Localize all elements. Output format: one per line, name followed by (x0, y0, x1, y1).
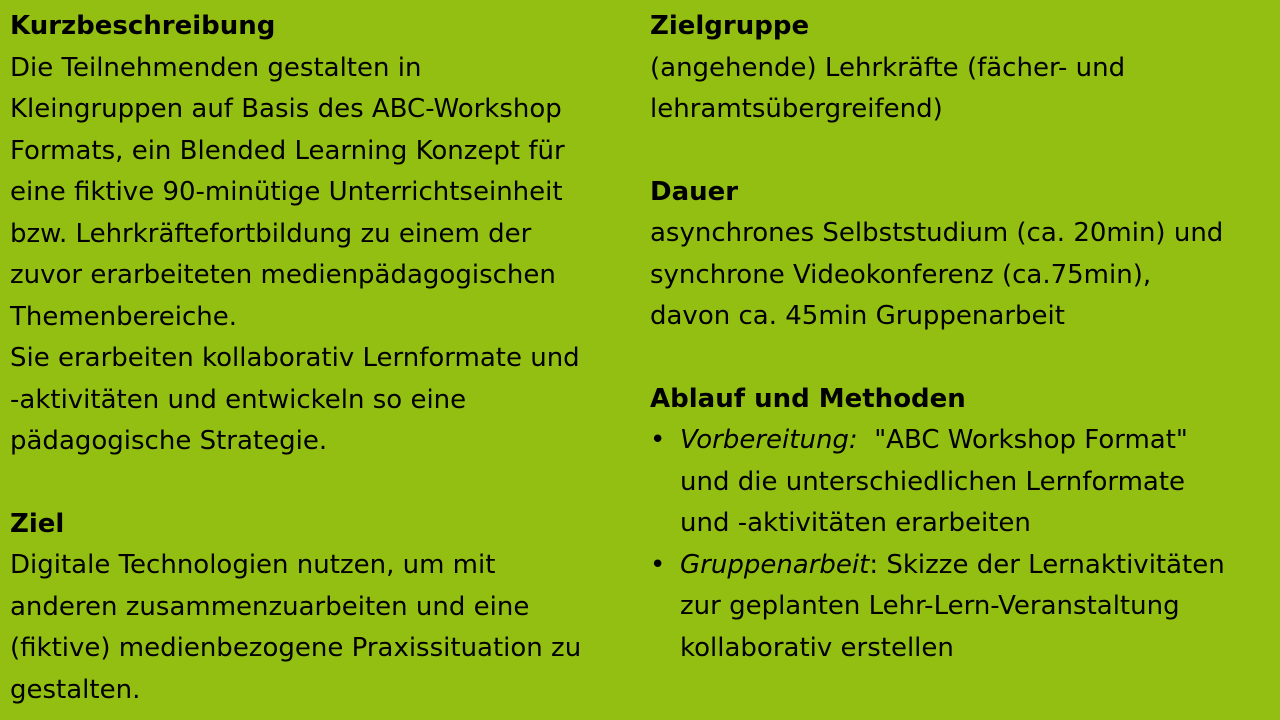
right-column (650, 6, 1270, 669)
bullet-text: "ABC Workshop Format" (857, 425, 1188, 455)
kurzbeschreibung-line: -aktivitäten und entwickeln so eine (10, 384, 467, 415)
bullet-text: : Skizze der Lernaktivitäten (869, 549, 1225, 580)
bullet-line: zur geplanten Lehr-Lern-Veranstaltung (680, 591, 1180, 621)
dauer-line: synchrone Videokonferenz (ca.75min), (650, 259, 1152, 290)
dauer-line: davon ca. 45min Gruppenarbeit (650, 301, 1065, 331)
bullet-first-line (680, 420, 1270, 462)
kurzbeschreibung-line: Themenbereiche. (10, 301, 238, 332)
bullet-icon: • (650, 425, 666, 455)
kurzbeschreibung-line: Sie erarbeiten kollaborativ Lernformate und (10, 343, 580, 373)
heading-ziel: Ziel (10, 508, 65, 539)
heading-dauer: Dauer (650, 176, 739, 207)
zielgruppe-line: (angehende) Lehrkräfte (fächer- und (650, 52, 1126, 83)
bullet-line: kollaborativ erstellen (680, 632, 954, 663)
bullet-label: Vorbereitung: (680, 425, 858, 455)
kurzbeschreibung-line: bzw. Lehrkräftefortbildung zu einem der (10, 218, 532, 249)
zielgruppe-line: lehramtsübergreifend) (650, 94, 943, 124)
ziel-line: anderen zusammenzuarbeiten und eine (10, 591, 530, 622)
heading-kurzbeschreibung: Kurzbeschreibung (10, 11, 276, 41)
section-zielgruppe (650, 6, 1270, 131)
bullet-first-line (680, 545, 1270, 587)
bullet-icon: • (650, 549, 666, 580)
section-ziel (10, 504, 638, 712)
kurzbeschreibung-line: Kleingruppen auf Basis des ABC-Workshop (10, 94, 562, 124)
bullet-line: und -aktivitäten erarbeiten (680, 508, 1031, 538)
section-ablauf (650, 379, 1270, 670)
heading-ablauf: Ablauf und Methoden (650, 383, 966, 414)
ziel-line: (fiktive) medienbezogene Praxissituation zu (10, 633, 582, 663)
kurzbeschreibung-line: eine fiktive 90-minütige Unterrichtseinheit (10, 177, 563, 207)
kurzbeschreibung-line: Die Teilnehmenden gestalten in (10, 52, 422, 83)
section-dauer (650, 172, 1270, 338)
heading-zielgruppe: Zielgruppe (650, 11, 810, 41)
left-column (10, 6, 638, 711)
bullet-label: Gruppenarbeit (680, 549, 870, 580)
kurzbeschreibung-line: pädagogische Strategie. (10, 426, 328, 456)
section-kurzbeschreibung (10, 6, 638, 463)
kurzbeschreibung-line: zuvor erarbeiteten medienpädagogischen (10, 260, 556, 290)
bullet-line: und die unterschiedlichen Lernformate (680, 466, 1186, 497)
ziel-line: gestalten. (10, 674, 141, 705)
dauer-line: asynchrones Selbststudium (ca. 20min) und (650, 218, 1224, 248)
list-item-gruppenarbeit (650, 545, 1270, 670)
ziel-line: Digitale Technologien nutzen, um mit (10, 550, 496, 580)
kurzbeschreibung-line: Formats, ein Blended Learning Konzept für (10, 135, 565, 166)
list-item-vorbereitung (650, 420, 1270, 545)
